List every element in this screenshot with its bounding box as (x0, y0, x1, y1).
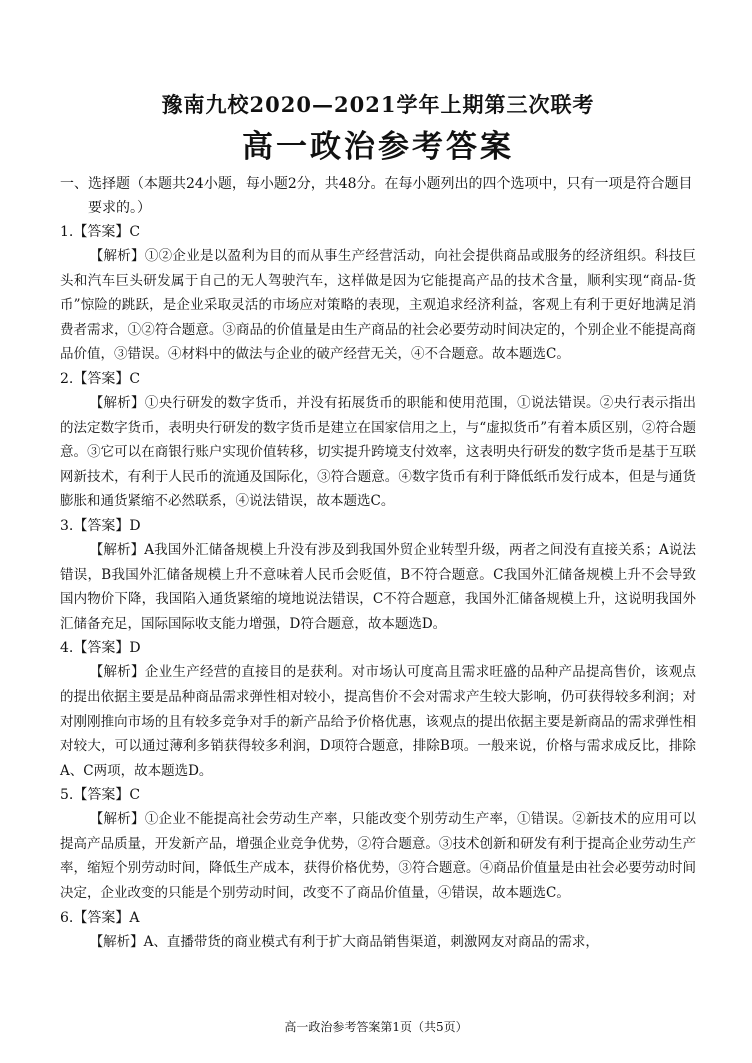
explanation: 【解析】①企业不能提高社会劳动生产率，只能改变个别劳动生产率，①错误。②新技术的应用可以提高产品质量，开发新产品，增强企业竞争优势，②符合题意。③技术创新和研发有利于提高企业劳动生产率，缩短个别劳动时间，降低生产成本，获得价格优势，③符合题意。④商品价值量是由社会必要劳动时间决定，企业改变的只能是个别劳动时间，改变不了商品价值量，④错误，故本题选C。 (60, 811, 696, 902)
explanation: 【解析】①央行研发的数字货币，并没有拓展货币的职能和使用范围，①说法错误。②央行表示指出的法定数字货币，表明央行研发的数字货币是建立在国家信用之上，与“虚拟货币”有着本质区别，②符合题意。③它可以在商银行账户实现价值转移，切实提升跨境支付效率，这表明央行研发的数字货币是基于互联网新技术，有利于人民币的流通及国际化，③符合题意。④数字货币有利于降低纸币发行成本，但是与通货膨胀和通货紧缩不必然联系，④说法错误，故本题选C。 (60, 394, 696, 510)
section-heading: 一、选择题（本题共24小题，每小题2分，共48分。在每小题列出的四个选项中，只有一项是符合题目要求的。） (60, 176, 693, 216)
answer-line: 1.【答案】C (60, 224, 141, 240)
answer-line: 3.【答案】D (60, 517, 141, 534)
question-3 (60, 514, 696, 636)
page-footer: 高一政治参考答案第1页（共5页） (284, 1020, 468, 1034)
question-6 (60, 906, 696, 955)
document-title: 高一政治参考答案 (242, 129, 514, 165)
school-heading: 豫南九校2020—2021学年上期第三次联考 (161, 92, 595, 117)
answer-line: 2.【答案】C (60, 370, 141, 387)
question-4 (60, 636, 696, 783)
question-2 (60, 367, 696, 514)
explanation: 【解析】A、直播带货的商业模式有利于扩大商品销售渠道，刺激网友对商品的需求， (89, 933, 599, 950)
explanation: 【解析】企业生产经营的直接目的是获利。对市场认可度高且需求旺盛的品种产品提高售价，该观点的提出依据主要是品种商品需求弹性相对较小，提高售价不会对需求产生较大影响，仍可获得较多利润；对对刚刚推向市场的且有较多竞争对手的新产品给予价格优惠，该观点的提出依据主要是新商品的需求弹性相对较大，可以通过薄利多销获得较多利润，D项符合题意，排除B项。一般来说，价格与需求成反比，排除A、C两项，故本题选D。 (60, 664, 696, 779)
explanation: 【解析】A我国外汇储备规模上升没有涉及到我国外贸企业转型升级，两者之间没有直接关系；A说法错误，B我国外汇储备规模上升不意味着人民币会贬值，B不符合题意。C我国外汇储备规模上升不会导致国内物价下降，我国陷入通货紧缩的境地说法错误，C不符合题意，我国外汇储备规模上升，这说明我国外汇储备充足，国际国际收支能力增强，D符合题意，故本题选D。 (60, 541, 696, 632)
explanation: 【解析】①②企业是以盈利为目的而从事生产经营活动，向社会提供商品或服务的经济组织。科技巨头和汽车巨头研发属于自己的无人驾驶汽车，这样做是因为它能提高产品的技术含量，顺利实现“商品-货币”惊险的跳跃，是企业采取灵活的市场应对策略的表现，主观追求经济利益，客观上有利于更好地满足消费者需求，①②符合题意。③商品的价值量是由生产商品的社会必要劳动时间决定的，个别企业不能提高商品价值，③错误。④材料中的做法与企业的破产经营无关，④不合题意。故本题选C。 (60, 248, 696, 363)
answer-line: 5.【答案】C (60, 787, 141, 804)
question-5 (60, 783, 696, 905)
answer-line: 4.【答案】D (60, 640, 141, 657)
question-1 (60, 220, 696, 367)
answer-line: 6.【答案】A (60, 909, 140, 926)
